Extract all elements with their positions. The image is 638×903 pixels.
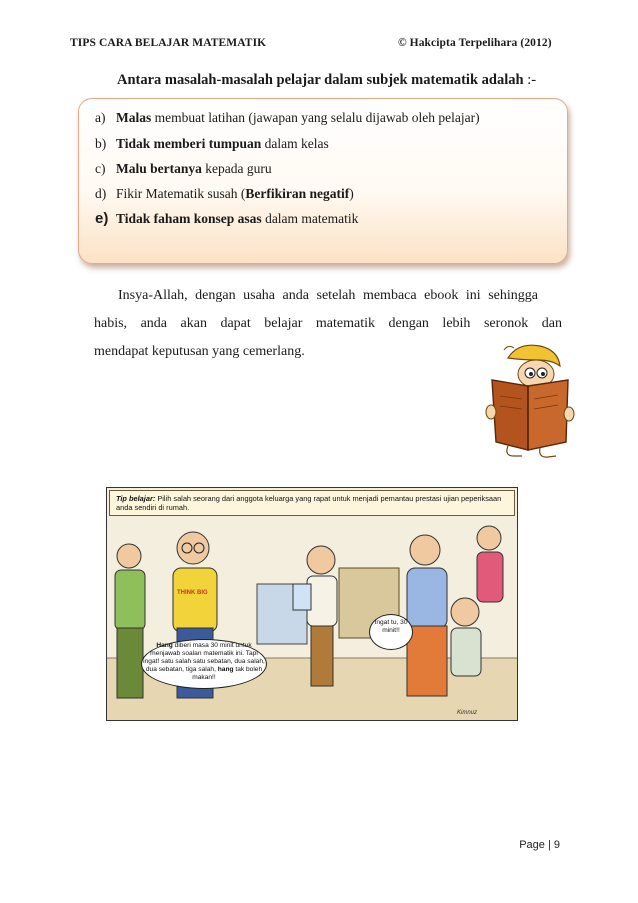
book-icon: [492, 380, 568, 450]
list-rest: kepada guru: [201, 161, 272, 176]
list-label: e): [95, 210, 109, 227]
list-item-e: [95, 210, 358, 227]
bubble-main-end: tak boleh makan!!: [192, 666, 263, 681]
paragraph-line-1: Insya-Allah, dengan usaha anda setelah membaca ebook ini sehingga: [118, 288, 538, 303]
intro-tail: :-: [527, 72, 537, 88]
list-rest: dalam kelas: [261, 136, 329, 151]
bubble-hang-2: hang: [217, 666, 234, 673]
comic-signature: Kimnuz: [457, 710, 478, 716]
list-label: d): [95, 186, 107, 201]
list-bold: Berfikiran negatif: [245, 186, 350, 201]
list-bold: Tidak memberi tumpuan: [116, 136, 262, 151]
list-bold: Tidak faham konsep asas: [116, 211, 262, 226]
list-label: c): [95, 161, 106, 176]
shoe-icon: [540, 448, 556, 457]
comic-caption-text: Pilih salah seorang dari anggota keluarga yang rapat untuk menjadi pemantau prestasi ujian peperiksaan anda sendiri di rumah.: [116, 494, 502, 512]
tshirt-text: THINK BIG: [177, 590, 208, 596]
list-rest: dalam matematik: [261, 211, 359, 226]
list-item-d: [95, 186, 354, 202]
header-title: TIPS CARA BELAJAR MATEMATIK: [70, 37, 267, 49]
header-copyright: © Hakcipta Terpelihara (2012): [398, 37, 552, 49]
page-number: Page | 9: [519, 839, 560, 851]
comic-speech-bubble-main: [141, 639, 267, 689]
hand-icon: [486, 405, 496, 419]
comic-caption-box: [109, 490, 515, 516]
list-label: a): [95, 110, 106, 125]
hand-icon: [564, 407, 574, 421]
list-item-c: [95, 161, 272, 177]
reading-cartoon-illustration: [478, 340, 578, 460]
list-rest: membuat latihan (jawapan yang selalu dijawab oleh pelajar): [151, 110, 480, 125]
comic-caption-label: Tip belajar:: [116, 494, 156, 503]
comic-scene-illustration: [107, 488, 517, 720]
intro-heading: [117, 72, 536, 89]
bubble-hang: Hang: [156, 642, 173, 649]
comic-caption: [116, 494, 512, 512]
list-bold: Malas: [116, 110, 152, 125]
intro-text: Antara masalah-masalah pelajar dalam subjek matematik adalah: [117, 72, 524, 88]
paragraph-line-3: mendapat keputusan yang cemerlang.: [94, 344, 305, 359]
list-post: ): [349, 186, 354, 201]
list-item-a: [95, 110, 480, 126]
paragraph-line-2: habis, anda akan dapat belajar matematik dengan lebih seronok dan: [94, 316, 562, 331]
bubble-main-text: diberi masa 30 minit untuk menjawab soalan matematik ini. Tapi ingat! satu salah satu sebatan, dua salah, dua sebatan, tiga salah,: [143, 642, 265, 673]
comic-speech-bubble-small: Ingat tu, 30 minit!!: [369, 614, 413, 650]
study-tip-comic: [106, 487, 518, 721]
list-bold: Malu bertanya: [116, 161, 202, 176]
list-label: b): [95, 136, 107, 151]
list-pre: Fikir Matematik susah (: [116, 186, 246, 201]
list-item-b: [95, 136, 329, 152]
